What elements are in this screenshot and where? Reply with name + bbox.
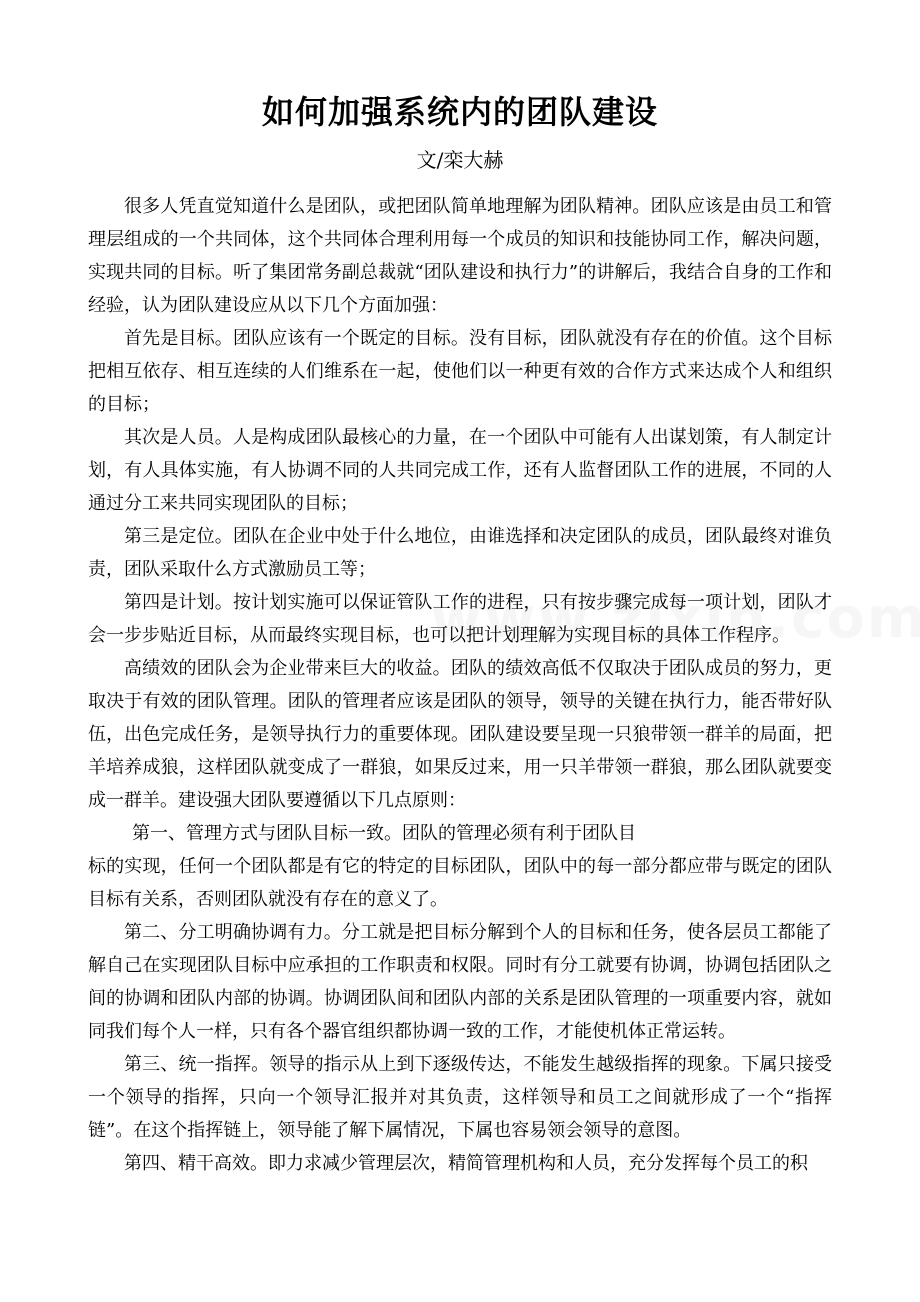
paragraph: 其次是人员。人是构成团队最核心的力量，在一个团队中可能有人出谋划策，有人制定计划，有人具体实施，有人协调不同的人共同完成工作，还有人监督团队工作的进展，不同的人通过分工来共同实现团队的目标；	[88, 427, 832, 514]
paragraph: 高绩效的团队会为企业带来巨大的收益。团队的绩效高低不仅取决于团队成员的努力，更取决于有效的团队管理。团队的管理者应该是团队的领导，领导的关键在执行力，能否带好队伍，出色完成任务，是领导执行力的重要体现。团队建设要呈现一只狼带领一群羊的局面，把羊培养成狼，这样团队就变成了一群狼，如果反过来，用一只羊带领一群狼，那么团队就要变成一群羊。建设强大团队要遵循以下几点原则：	[88, 658, 832, 811]
paragraph-lead-line: 第一、管理方式与团队目标一致。团队的管理必须有利于团队目	[132, 823, 636, 844]
paragraph: 第二、分工明确协调有力。分工就是把目标分解到个人的目标和任务，使各层员工都能了解自己在实现团队目标中应承担的工作职责和权限。同时有分工就要有协调，协调包括团队之间的协调和团队内部的协调。协调团队间和团队内部的关系是团队管理的一项重要内容，就如同我们每个人一样，只有各个器官组织都协调一致的工作，才能使机体正常运转。	[88, 922, 832, 1042]
paragraph: 第三是定位。团队在企业中处于什么地位，由谁选择和决定团队的成员，团队最终对谁负责，团队采取什么方式激励员工等；	[88, 526, 832, 580]
document-title: 如何加强系统内的团队建设	[261, 93, 658, 131]
paragraph: 第四是计划。按计划实施可以保证管队工作的进程，只有按步骤完成每一项计划，团队才会一步步贴近目标，从而最终实现目标，也可以把计划理解为实现目标的具体工作程序。	[88, 592, 832, 646]
document-body	[88, 190, 832, 1180]
paragraph: 第四、精干高效。即力求减少管理层次，精简管理机构和人员，充分发挥每个员工的积	[124, 1153, 808, 1174]
paragraph: 第三、统一指挥。领导的指示从上到下逐级传达，不能发生越级指挥的现象。下属只接受一个领导的指挥，只向一个领导汇报并对其负责，这样领导和员工之间就形成了一个“指挥链”。在这个指挥链上，领导能了解下属情况，下属也容易领会领导的意图。	[88, 1054, 832, 1141]
document-author: 文/栾大赫	[416, 148, 504, 172]
paragraph-continuation: 标的实现，任何一个团队都是有它的特定的目标团队，团队中的每一部分都应带与既定的团队目标有关系，否则团队就没有存在的意义了。	[88, 856, 832, 910]
paragraph: 很多人凭直觉知道什么是团队，或把团队简单地理解为团队精神。团队应该是由员工和管理层组成的一个共同体，这个共同体合理利用每一个成员的知识和技能协同工作，解决问题，实现共同的目标。听了集团常务副总裁就“团队建设和执行力”的讲解后，我结合自身的工作和经验，认为团队建设应从以下几个方面加强：	[88, 196, 832, 316]
paragraph-principle-1	[88, 817, 832, 916]
paragraph: 首先是目标。团队应该有一个既定的目标。没有目标，团队就没有存在的价值。这个目标把相互依存、相互连续的人们维系在一起，使他们以一种更有效的合作方式来达成个人和组织的目标；	[88, 328, 832, 415]
